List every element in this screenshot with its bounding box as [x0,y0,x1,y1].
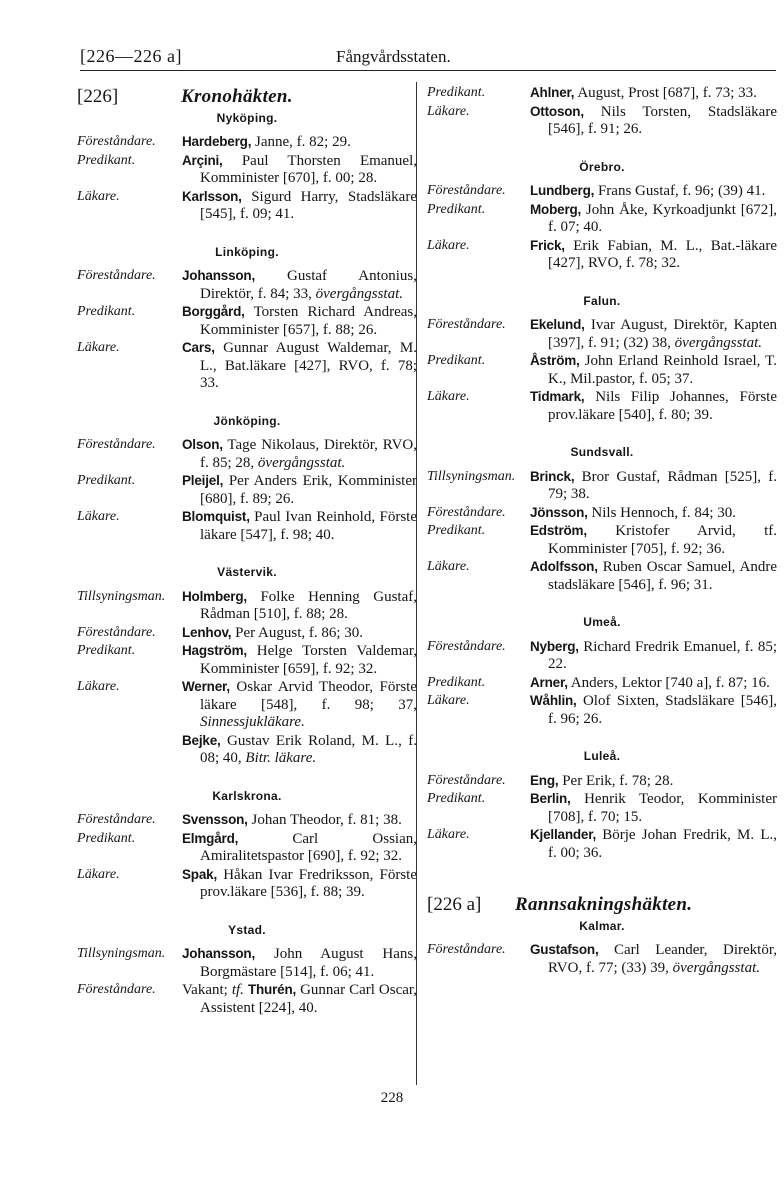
entry-role: Föreståndare. [427,317,506,332]
entry-text: Helge Torsten Valdemar, Komminister [659], f. 92; 32. [200,643,418,677]
entry-text: Torsten Richard Andreas, Komminister [657], f. 88; 26. [200,304,417,338]
entry-note: övergångsstat. [257,454,346,471]
city-heading-orebro: Örebro. [579,159,625,174]
entry [77,830,417,866]
entry [427,692,777,728]
entry [77,472,417,508]
entry-text: Per August, f. 86; 30. [235,624,364,641]
entry-name: Jönsson, [530,504,588,520]
entry-role: Predikant. [427,523,486,538]
entry-name: Berlin, [530,791,571,806]
entry-role: Predikant. [427,201,486,217]
entry [77,866,417,902]
entry-note: Bitr. läkare. [245,750,317,766]
entry-name: Werner, [182,679,230,694]
entry-role: Läkare. [77,340,120,355]
entry-text: Janne, f. 82; 29. [255,134,351,150]
entry-text: Håkan Ivar Fredriksson, Förste prov.läkare [536], f. 88; 39. [200,866,417,900]
entry-text: Börje Johan Fredrik, M. L., f. 00; 36. [548,827,777,861]
entry-name: Tidmark, [530,389,585,404]
entry-role: Föreståndare. [77,268,156,283]
entry-name: Johansson, [182,946,256,961]
entry-role: Tillsyningsman. [427,468,516,484]
city-heading-linkoping: Linköping. [215,244,279,259]
entry-text: Olof Sixten, Stadsläkare [546], f. 96; 26. [548,693,777,727]
entry-name: Kjellander, [530,827,597,842]
entry [427,182,777,201]
entry-text: Tage Nikolaus, Direktör, RVO, f. 85; 28, [200,437,417,471]
section-heading-rannsakningshakten [427,896,777,914]
entry-name: Olson, [182,437,223,452]
header-title: Fångvårdsstaten. [336,47,451,66]
entry-text: Nils Torsten, Stadsläkare [546], f. 91; 26. [548,103,777,137]
left-column [77,84,417,1017]
entry [77,624,417,643]
entry-role: Tillsyningsman. [77,588,166,604]
entry-text: Gustav Erik Roland, M. L., f. 08; 40, [200,732,417,766]
entry [427,504,777,523]
entry [427,558,777,594]
entry-name: Wåhlin, [530,693,577,708]
city-heading-sundsvall: Sundsvall. [570,445,634,459]
entry-name: Ahlner, [530,85,575,100]
page-header [80,46,776,71]
entry-text: Carl Leander, Direktör, RVO, f. 77; (33) 39, [548,942,777,976]
entry-role: Predikant. [77,304,136,319]
entry [427,201,777,237]
entry-name: Frick, [530,237,565,253]
entry-role: Föreståndare. [77,982,156,997]
city-heading-vastervik: Västervik. [217,565,277,579]
section-number: [226 a] [427,894,482,915]
entry-name: Eng, [530,772,559,788]
header-page-range: [226—226 a] [80,46,182,66]
entry-text: Gustaf Antonius, Direktör, f. 84; 33, [200,268,417,302]
entry [427,826,777,862]
entry [77,678,417,732]
entry-text: Oskar Arvid Theodor, Förste läkare [548], f. 98; 37, [200,679,417,713]
entry-role: Läkare. [427,559,470,574]
entry-role: Tillsyningsman. [77,946,166,961]
entry-note: övergångsstat. [315,285,403,302]
entry-role: Föreståndare. [427,772,506,788]
entry-role: Predikant. [77,152,136,168]
entry-text: Gunnar August Waldemar, M. L., Bat.läkare [427], RVO, f. 78; 33. [200,340,417,391]
entry-role: Predikant. [427,353,486,368]
entry-role: Läkare. [427,827,470,842]
entry-role: Predikant. [427,674,486,690]
entry-text: Nils Hennoch, f. 84; 30. [591,504,736,521]
entry-note: tf. [231,982,244,998]
entry [427,84,777,103]
entry-text: Kristofer Arvid, tf. Komminister [705], f. 92; 36. [548,523,778,557]
entry-role: Föreståndare. [77,437,156,452]
entry [77,152,417,188]
city-heading-falun: Falun. [583,293,621,308]
entry-text: John Erland Reinhold Israel, T. K., Mil.pastor, f. 05; 37. [548,353,777,387]
entry-name: Ekelund, [530,317,585,332]
entry-name: Lenhov, [182,624,232,640]
entry [77,642,417,678]
entry-text: John Åke, Kyrkoadjunkt [672], f. 07; 40. [548,201,777,235]
entry [427,388,777,424]
entry-name: Lundberg, [530,183,595,198]
entry-text: Anders, Lektor [740 a], f. 87; 16. [570,674,770,691]
entry-name: Borggård, [182,304,245,319]
entry-role: Predikant. [427,85,486,100]
entry-name: Pleijel, [182,473,224,488]
entry [427,941,777,977]
entry-text: Folke Henning Gustaf, Rådman [510], f. 88; 28. [200,588,417,622]
city-heading-nykoping: Nyköping. [216,110,278,125]
entry-role: Läkare. [427,389,470,404]
entry-text: Per Anders Erik, Komminister [680], f. 89; 26. [200,473,418,507]
section-title: Rannsakningshäkten. [515,894,693,915]
entry-name: Johansson, [182,268,256,283]
entry-role: Läkare. [77,679,120,694]
entry-name: Moberg, [530,201,582,217]
entry-name: Adolfsson, [530,559,598,574]
entry-role: Läkare. [427,237,470,253]
entry [427,638,777,674]
entry [77,981,417,1017]
right-column [427,84,777,977]
entry-role: Föreståndare. [77,134,156,149]
entry [427,674,777,693]
entry-name: Ottoson, [530,103,584,119]
entry-text: Bror Gustaf, Rådman [525], f. 79; 38. [548,468,777,502]
entry-name: Blomquist, [182,509,250,524]
entry-note: övergångsstat. [672,959,760,976]
entry-role: Föreståndare. [427,942,506,957]
entry [77,732,417,768]
entry [77,133,417,152]
entry-name: Edström, [530,523,587,538]
entry-prefix: Vakant; [182,982,228,998]
entry-text: Johan Theodor, f. 81; 38. [251,812,402,828]
city-heading-karlskrona: Karlskrona. [212,788,282,803]
entry [427,103,777,139]
entry-role: Föreståndare. [77,624,156,640]
city-heading-lulea: Luleå. [583,749,621,763]
entry-name: Hagström, [182,643,247,658]
section-number: [226] [77,86,119,107]
entry-text: Per Erik, f. 78; 28. [562,772,674,789]
entry-role: Föreståndare. [427,183,506,198]
entry-role [77,732,182,768]
entry-role: Predikant. [77,473,136,488]
entry-name: Gustafson, [530,942,599,957]
entry-text: Frans Gustaf, f. 96; (39) 41. [597,183,766,199]
entry-name: Thurén, [247,982,297,997]
entry-role: Läkare. [427,693,470,708]
entry-text: Paul Thorsten Emanuel, Komminister [670], f. 00; 28. [200,152,418,186]
entry-text: Gunnar Carl Oscar, Assistent [224], 40. [200,982,418,1016]
entry [427,237,777,273]
entry [77,188,417,224]
entry [427,790,777,826]
entry [77,811,417,830]
entry-text: Sigurd Harry, Stadsläkare [545], f. 09; 41. [200,188,417,222]
page-number: 228 [380,1090,404,1106]
entry [77,945,417,981]
entry [77,436,417,472]
city-heading-ystad: Ystad. [228,922,266,937]
entry-text: Erik Fabian, M. L., Bat.-läkare [427], RVO, f. 78; 32. [548,237,777,271]
entry-name: Bejke, [182,732,221,748]
entry [427,316,777,352]
entry-name: Elmgård, [182,830,239,846]
entry-name: Åström, [530,353,580,368]
entry-name: Cars, [182,340,215,355]
entry-name: Spak, [182,866,218,882]
entry-name: Nyberg, [530,638,579,654]
entry-text: John August Hans, Borgmästare [514], f. 06; 41. [200,946,417,980]
entry-text: Nils Filip Johannes, Förste prov.läkare [540], f. 80; 39. [548,389,778,423]
entry-text: Richard Fredrik Emanuel, f. 85; 22. [548,638,778,672]
entry-name: Arner, [530,674,568,690]
entry-text: Henrik Teodor, Komminister [708], f. 70; 15. [548,791,777,825]
entry-text: Ruben Oscar Samuel, Andre stadsläkare [546], f. 96; 31. [548,559,778,593]
entry-role: Predikant. [77,643,136,658]
entry [77,339,417,393]
city-heading-kalmar: Kalmar. [579,918,625,933]
entry-role: Föreståndare. [427,638,506,654]
entry-name: Svensson, [182,812,248,827]
entry-name: Holmberg, [182,588,247,604]
entry-note: övergångsstat. [674,334,763,351]
entry-name: Brinck, [530,468,575,484]
section-title: Kronohäkten. [181,86,293,107]
entry [427,468,777,504]
entry-text: Paul Ivan Reinhold, Förste läkare [547], f. 98; 40. [200,509,417,543]
entry-text: Carl Ossian, Amiralitetspastor [690], f. 92; 32. [200,830,417,864]
entry [77,588,417,624]
entry-role: Läkare. [77,188,120,204]
entry-name: Hardeberg, [182,134,252,149]
entry-role: Läkare. [427,103,470,119]
entry-role: Läkare. [77,866,120,882]
entry [77,303,417,339]
entry-role: Predikant. [427,791,486,806]
entry [77,267,417,303]
city-heading-jonkoping: Jönköping. [213,413,281,428]
entry [427,522,777,558]
city-heading-umea: Umeå. [583,615,621,629]
entry-role: Föreståndare. [77,812,156,827]
entry-text: Ivar August, Direktör, Kapten [397], f. 91; (32) 38, [548,317,777,351]
entry-role: Predikant. [77,830,136,846]
entry [77,508,417,544]
entry-text: August, Prost [687], f. 73; 33. [577,85,757,101]
section-heading-kronohakten [77,88,417,106]
entry-role: Föreståndare. [427,504,506,520]
entry [427,352,777,388]
entry-note: Sinnessjukläkare. [200,714,305,730]
entry-name: Arçini, [182,152,223,168]
entry-role: Läkare. [77,509,120,524]
entry [427,772,777,791]
entry-name: Karlsson, [182,188,242,204]
